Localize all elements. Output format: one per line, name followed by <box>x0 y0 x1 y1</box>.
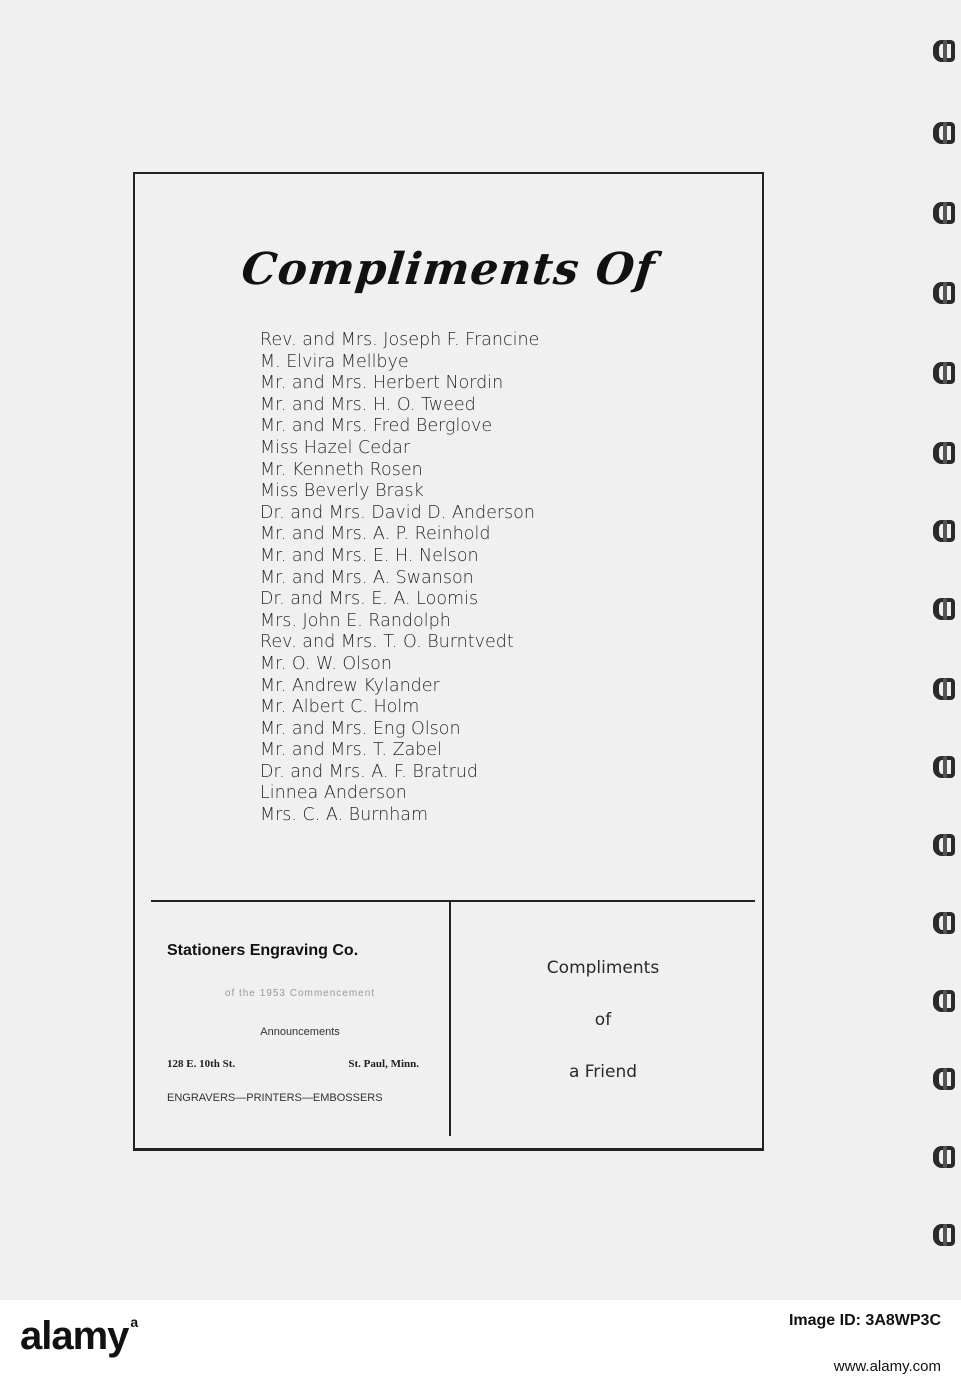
patron-name: Mrs. C. A. Burnham <box>260 805 429 826</box>
page-heading: Compliments Of <box>239 244 658 295</box>
patron-name: Mr. and Mrs. A. P. Reinhold <box>260 524 491 545</box>
patron-name: Mr. and Mrs. Fred Berglove <box>260 416 493 437</box>
spiral-binding <box>921 0 961 1300</box>
patron-name: Mr. and Mrs. H. O. Tweed <box>260 394 476 415</box>
spiral-ring <box>933 520 955 542</box>
spiral-ring <box>933 834 955 856</box>
patron-name: Mr. Kenneth Rosen <box>260 459 423 480</box>
spiral-ring <box>933 282 955 304</box>
patron-name: Dr. and Mrs. David D. Anderson <box>260 502 535 523</box>
spiral-ring <box>933 756 955 778</box>
spiral-ring <box>933 362 955 384</box>
image-id-label: Image ID: 3A8WP3C <box>788 1312 941 1329</box>
company-name: Stationers Engraving Co. <box>167 942 359 959</box>
trades-line: ENGRAVERS—PRINTERS—EMBOSSERS <box>167 1092 383 1104</box>
patron-name: Dr. and Mrs. E. A. Loomis <box>260 589 479 610</box>
spiral-ring <box>933 40 955 62</box>
street-address: 128 E. 10th St. <box>167 1058 236 1070</box>
spiral-ring <box>933 678 955 700</box>
patron-name: Dr. and Mrs. A. F. Bratrud <box>260 761 479 782</box>
patron-name: Mr. and Mrs. Herbert Nordin <box>260 373 504 394</box>
patron-name: Miss Hazel Cedar <box>260 437 411 458</box>
patron-name: Rev. and Mrs. T. O. Burntvedt <box>260 632 514 653</box>
patron-name: Mr. O. W. Olson <box>260 653 392 674</box>
friend-line-2: of <box>594 1010 612 1030</box>
friend-line-3: a Friend <box>568 1062 638 1082</box>
alamy-url: www.alamy.com <box>833 1358 941 1375</box>
spiral-ring <box>933 598 955 620</box>
patron-name: Miss Beverly Brask <box>260 481 424 502</box>
advertisement-frame <box>133 172 764 1151</box>
spiral-ring <box>933 1068 955 1090</box>
spiral-ring <box>933 912 955 934</box>
spiral-ring <box>933 1224 955 1246</box>
patron-name: Mr. and Mrs. A. Swanson <box>260 567 474 588</box>
announcements-label: Announcements <box>260 1026 340 1038</box>
friend-line-1: Compliments <box>546 958 660 978</box>
patron-name: Mr. Andrew Kylander <box>260 675 440 696</box>
patron-name: Mr. Albert C. Holm <box>260 697 420 718</box>
patron-name: Mr. and Mrs. T. Zabel <box>260 740 443 761</box>
city-address: St. Paul, Minn. <box>348 1058 419 1070</box>
friend-compliments-ad <box>451 902 755 1136</box>
stationers-engraving-ad <box>151 902 449 1136</box>
patron-name: M. Elvira Mellbye <box>260 351 409 372</box>
faded-ad-line: of the 1953 Commencement <box>224 988 376 999</box>
patron-name: Linnea Anderson <box>260 783 407 804</box>
spiral-ring <box>933 442 955 464</box>
spiral-ring <box>933 122 955 144</box>
patron-name: Rev. and Mrs. Joseph F. Francine <box>260 330 540 350</box>
stock-photo-footer <box>0 1300 961 1390</box>
patron-name-list <box>260 330 539 827</box>
spiral-ring <box>933 990 955 1012</box>
spiral-ring <box>933 1146 955 1168</box>
patron-name: Mrs. John E. Randolph <box>260 610 451 631</box>
patron-name: Mr. and Mrs. E. H. Nelson <box>260 545 479 566</box>
patron-name: Mr. and Mrs. Eng Olson <box>260 718 461 739</box>
spiral-ring <box>933 202 955 224</box>
alamy-logo: alamy $^a$ <box>20 1314 138 1358</box>
